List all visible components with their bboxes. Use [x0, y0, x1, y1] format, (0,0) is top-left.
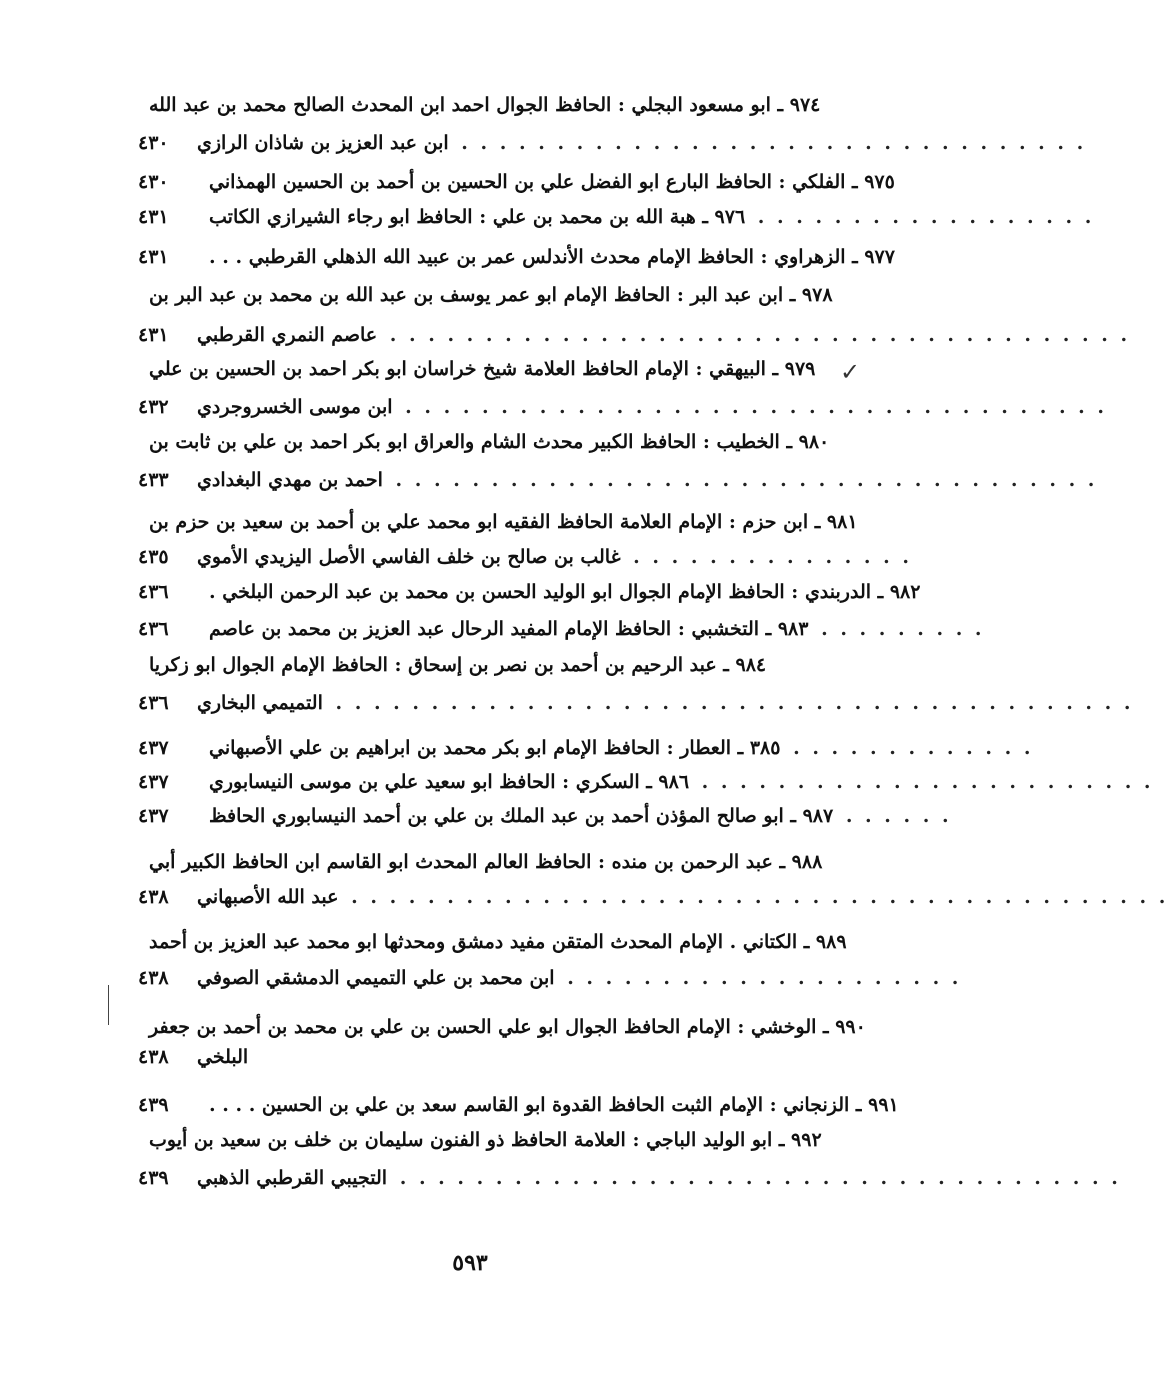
page-number: ٤٣٨ [138, 1046, 169, 1068]
index-entry-line: ٩٨٤ ـ عبد الرحيم بن أحمد بن نصر بن إسحاق : الحافظ الإمام الجوال ابو زكريا [149, 654, 767, 676]
page-number: ٤٣٧ [138, 771, 169, 793]
leader-dots: . . . . . . . . . . . . . . . . . . . . . . . . [701, 771, 1154, 793]
index-entry-line: ٩٧٦ ـ هبة الله بن محمد بن علي : الحافظ ابو رجاء الشيرازي الكاتب . . . . . . . . . . . . . . . . . . [209, 200, 849, 234]
page-number: ٤٣٢ [138, 396, 169, 418]
index-entry-line: ٣٨٥ ـ العطار : الحافظ الإمام ابو بكر محمد بن ابراهيم بن علي الأصبهاني . . . . . . . . . . . . . [209, 731, 849, 765]
index-entry-line: ٩٨١ ـ ابن حزم : الإمام العلامة الحافظ الفقيه ابو محمد علي بن أحمد بن سعيد بن حزم بن [149, 511, 858, 533]
index-entry-line: ابن موسى الخسروجردي . . . . . . . . . . . . . . . . . . . . . . . . . . . . . . . . . . . . . [197, 390, 787, 424]
page-number: ٤٣٦ [138, 581, 169, 603]
page-number: ٤٣١ [138, 246, 169, 268]
index-entry-line: ٩٩١ ـ الزنجاني : الإمام الثبت الحافظ القدوة ابو القاسم سعد بن علي بن الحسين . . . . [209, 1094, 899, 1116]
leader-dots: . . . . . . . . . . . . . . . . . . . . . . . . . . . . . . . . . . . . . [395, 469, 1098, 491]
leader-dots: . . . . . . . . . . . . . . . [633, 546, 912, 568]
index-entry-line: التجيبي القرطبي الذهبي . . . . . . . . . . . . . . . . . . . . . . . . . . . . . . . . . . . . . . [197, 1161, 787, 1195]
page-number: ٤٣٩ [138, 1094, 169, 1116]
leader-dots: . . . . . . [845, 805, 952, 827]
index-entry-line: ٩٨٠ ـ الخطيب : الحافظ الكبير محدث الشام والعراق ابو بكر احمد بن علي بن ثابت بن [149, 431, 830, 453]
index-entry-line: ٩٨٦ ـ السكري : الحافظ ابو سعيد علي بن موسى النيسابوري . . . . . . . . . . . . . . . . . . . . . . . . [209, 765, 849, 799]
index-entry-line: ابن عبد العزيز بن شاذان الرازي . . . . . . . . . . . . . . . . . . . . . . . . . . . . . . . . . [197, 126, 787, 160]
index-entry-line: ٩٧٤ ـ ابو مسعود البجلي : الحافظ الجوال احمد ابن المحدث الصالح محمد بن عبد الله [149, 94, 821, 116]
index-entry-line: ٩٩٠ ـ الوخشي : الإمام الحافظ الجوال ابو علي الحسن بن علي بن محمد بن أحمد بن جعفر [149, 1016, 866, 1038]
index-entry-line: ٩٧٧ ـ الزهراوي : الحافظ الإمام محدث الأندلس عمر بن عبيد الله الذهلي القرطبي . . . [209, 246, 895, 268]
index-entry-line: احمد بن مهدي البغدادي . . . . . . . . . . . . . . . . . . . . . . . . . . . . . . . . . . . . . [197, 463, 787, 497]
page-number: ٤٣١ [138, 324, 169, 346]
page-number: ٤٣٦ [138, 692, 169, 714]
leader-dots: . . . . . . . . . [821, 618, 985, 640]
page-number: ٤٣٨ [138, 886, 169, 908]
index-entry-line: ٩٧٥ ـ الفلكي : الحافظ البارع ابو الفضل علي بن الحسين بن أحمد بن الحسين الهمذاني [209, 171, 895, 193]
page-number: ٤٣٧ [138, 737, 169, 759]
page-number: ٤٣٦ [138, 618, 169, 640]
leader-dots: . . . . . . . . . . . . . . . . . . . . . . . . . . . . . . . . . [461, 132, 1087, 154]
leader-dots: . . . . . . . . . . . . . . . . . . [757, 206, 1095, 228]
index-entry-line: ٩٩٢ ـ ابو الوليد الباجي : العلامة الحافظ ذو الفنون سليمان بن خلف بن سعيد بن أيوب [149, 1129, 822, 1151]
index-entry-line: ٩٨٣ ـ التخشبي : الحافظ الإمام المفيد الرحال عبد العزيز بن محمد بن عاصم . . . . . . . . . [209, 612, 849, 646]
page-number: ٤٣١ [138, 206, 169, 228]
index-entry-line: ٩٨٩ ـ الكتاني . الإمام المحدث المتقن مفيد دمشق ومحدثها ابو محمد عبد العزيز بن أحمد [149, 931, 847, 953]
leader-dots: . . . . . . . . . . . . . [793, 737, 1034, 759]
page-number: ٤٣٥ [138, 546, 169, 568]
index-entry-line: ٩٧٩ ـ البيهقي : الإمام الحافظ العلامة شيخ خراسان ابو بكر احمد بن الحسين بن علي [149, 358, 816, 380]
index-entry-line: ٩٨٧ ـ ابو صالح المؤذن أحمد بن عبد الملك بن علي بن أحمد النيسابوري الحافظ . . . . . . [209, 799, 849, 833]
leader-dots: . . . . . . . . . . . . . . . . . . . . . [567, 967, 962, 989]
index-entry-line: البلخي [197, 1046, 249, 1068]
index-entry-line: ٩٨٢ ـ الدربندي : الحافظ الإمام الجوال ابو الوليد الحسن بن محمد بن عبد الرحمن البلخي . [209, 581, 921, 603]
index-entry-line: عاصم النمري القرطبي . . . . . . . . . . . . . . . . . . . . . . . . . . . . . . . . . . . . . . . [197, 318, 787, 352]
check-mark-icon: ✓ [840, 358, 861, 386]
index-entry-line: غالب بن صالح بن خلف الفاسي الأصل اليزيدي الأموي . . . . . . . . . . . . . . . [197, 540, 787, 574]
margin-rule [108, 985, 109, 1025]
leader-dots: . . . . . . . . . . . . . . . . . . . . . . . . . . . . . . . . . . . . . [405, 396, 1108, 418]
index-entry-line: ٩٧٨ ـ ابن عبد البر : الحافظ الإمام ابو عمر يوسف بن عبد الله بن محمد بن عبد البر بن [149, 284, 833, 306]
page-number: ٤٣٠ [138, 171, 169, 193]
leader-dots: . . . . . . . . . . . . . . . . . . . . . . . . . . . . . . . . . . . . . . . . . . . [351, 886, 1169, 908]
index-entry-line: التميمي البخاري . . . . . . . . . . . . . . . . . . . . . . . . . . . . . . . . . . . . . . . . . . [197, 686, 787, 720]
leader-dots: . . . . . . . . . . . . . . . . . . . . . . . . . . . . . . . . . . . . . . [399, 1167, 1121, 1189]
index-entry-line: ٩٨٨ ـ عبد الرحمن بن منده : الحافظ العالم المحدث ابو القاسم ابن الحافظ الكبير أبي [149, 851, 823, 873]
leader-dots: . . . . . . . . . . . . . . . . . . . . . . . . . . . . . . . . . . . . . . . [389, 324, 1131, 346]
index-entry-line: عبد الله الأصبهاني . . . . . . . . . . . . . . . . . . . . . . . . . . . . . . . . . . . . . . . . . . . [197, 880, 787, 914]
index-entry-line: ابن محمد بن علي التميمي الدمشقي الصوفي . . . . . . . . . . . . . . . . . . . . . [197, 961, 787, 995]
page-number: ٤٣٨ [138, 967, 169, 989]
leader-dots: . . . . . . . . . . . . . . . . . . . . . . . . . . . . . . . . . . . . . . . . . . [335, 692, 1134, 714]
page-number: ٤٣٣ [138, 469, 169, 491]
page-number: ٤٣٠ [138, 132, 169, 154]
page-number: ٤٣٧ [138, 805, 169, 827]
page-folio-number: ٥٩٣ [452, 1250, 488, 1276]
page-number: ٤٣٩ [138, 1167, 169, 1189]
